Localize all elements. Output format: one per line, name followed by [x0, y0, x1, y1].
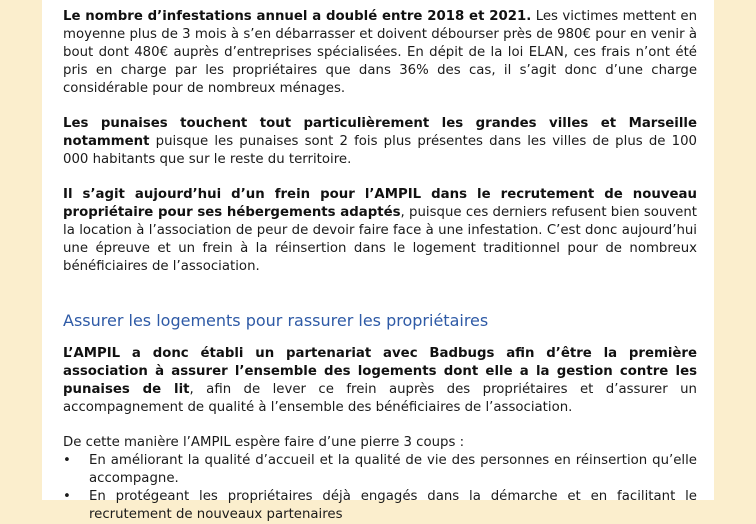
list-item: [63, 488, 697, 524]
paragraph-bold-lead: Il s’agit aujourd’hui d’un frein pour l’AMPIL dans le recrutement de nouveau propriétaire pour ses hébergements adaptés: [63, 187, 697, 220]
section-heading: Assurer les logements pour rassurer les propriétaires: [63, 311, 489, 330]
paragraph-intro-list: De cette manière l’AMPIL espère faire d’une pierre 3 coups :: [63, 435, 465, 450]
paragraph-infestations: [63, 8, 697, 98]
list-item-text: En protégeant les propriétaires déjà engagés dans la démarche et en facilitant le recrutement de nouveaux partenaires: [89, 489, 697, 522]
paragraph-cities: [63, 115, 697, 169]
paragraph-text: Les victimes mettent en moyenne plus de 3 mois à s’en débarrasser et doivent débourser près de 980€ pour en venir à bout dont 480€ auprès d’entreprises spécialisées. En dépit de la loi ELAN, ces frais n’ont été pris en charge par les propriétaires que dans 36% des cas, il s’agit donc d’une charge considérable pour de nombreux ménages.: [63, 9, 697, 96]
document-body: [63, 8, 697, 524]
paragraph-text: , puisque ces derniers refusent bien souvent la location à l’association de peur de devoir faire face à une infestation. C’est donc aujourd’hui une épreuve et un frein à la réinsertion dans le logement traditionnel pour de nombreux bénéficiaires de l’association.: [63, 205, 697, 274]
document-page: [42, 0, 714, 522]
paragraph-partnership: [63, 345, 697, 417]
paragraph-bold-lead: Les punaises touchent tout particulièrement les grandes villes et Marseille notamment: [63, 116, 697, 149]
paragraph-bold-lead: Le nombre d’infestations annuel a doublé entre 2018 et 2021.: [63, 9, 532, 24]
bullet-list: [63, 452, 697, 524]
paragraph-ampil-obstacle: [63, 186, 697, 276]
paragraph-text: , afin de lever ce frein auprès des propriétaires et d’assurer un accompagnement de qualité à l’ensemble des bénéficiaires de l’association.: [63, 382, 697, 415]
list-item: [63, 452, 697, 488]
paragraph-text: puisque les punaises sont 2 fois plus présentes dans les villes de plus de 100 000 habitants que sur le reste du territoire.: [63, 134, 697, 167]
paragraph-bold-lead: L’AMPIL a donc établi un partenariat avec Badbugs afin d’être la première association à assurer l’ensemble des logements dont elle a la gestion contre les punaises de lit: [63, 346, 697, 397]
bullet-icon: •: [63, 489, 71, 504]
bullet-icon: •: [63, 453, 71, 468]
list-item-text: En améliorant la qualité d’accueil et la qualité de vie des personnes en réinsertion qu’elle accompagne.: [89, 453, 697, 486]
